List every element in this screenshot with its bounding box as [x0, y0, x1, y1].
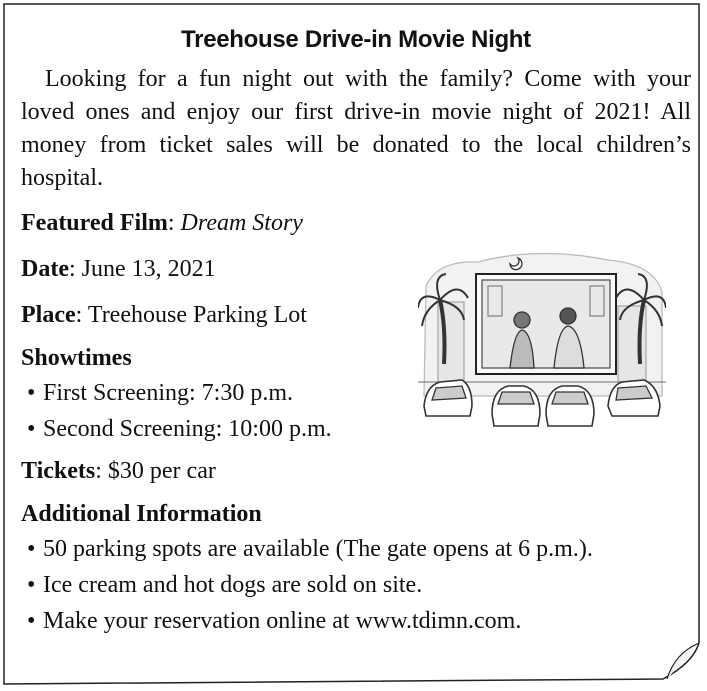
tickets-value: $30 per car — [107, 458, 216, 484]
date-label: Date — [21, 256, 69, 282]
separator: : — [167, 210, 181, 236]
car-icon — [546, 386, 594, 426]
info-parking: 50 parking spots are available (The gate opens at 6 p.m.). — [43, 536, 593, 562]
bullet: • — [27, 572, 36, 598]
additional-heading: Additional Information — [21, 501, 262, 527]
list-item — [21, 567, 691, 603]
info-food: Ice cream and hot dogs are sold on site. — [43, 572, 423, 598]
info-reservation: Make your reservation online at www.tdimn.com. — [43, 608, 522, 634]
bullet: • — [27, 536, 36, 562]
featured-film-label: Featured Film — [21, 210, 168, 236]
bullet: • — [27, 380, 36, 406]
car-icon — [608, 380, 660, 416]
bullet: • — [27, 416, 36, 442]
showtime-first: First Screening: 7:30 p.m. — [43, 380, 293, 406]
place-label: Place — [21, 302, 76, 328]
car-icon — [492, 386, 540, 426]
bullet: • — [27, 608, 36, 634]
intro-paragraph: Looking for a fun night out with the family? Come with your loved ones and enjoy our first drive-in movie night of 2021! All money from ticket sales will be donated to the local children’s hospital. — [21, 66, 691, 191]
separator: : — [95, 458, 108, 484]
flyer-sheet — [3, 3, 701, 685]
place-value: Treehouse Parking Lot — [87, 302, 307, 328]
flyer-title: Treehouse Drive-in Movie Night — [181, 26, 531, 53]
showtime-second: Second Screening: 10:00 p.m. — [43, 416, 332, 442]
drive-in-illustration — [418, 246, 666, 436]
date-value: June 13, 2021 — [81, 256, 216, 282]
tickets-label: Tickets — [21, 458, 96, 484]
list-item — [21, 531, 691, 567]
separator: : — [68, 256, 82, 282]
showtimes-heading: Showtimes — [21, 345, 132, 371]
featured-film-row — [21, 203, 691, 249]
tickets-row — [21, 451, 691, 497]
list-item — [21, 603, 691, 639]
additional-list — [21, 531, 691, 639]
featured-film-value: Dream Story — [180, 210, 303, 236]
separator: : — [75, 302, 88, 328]
